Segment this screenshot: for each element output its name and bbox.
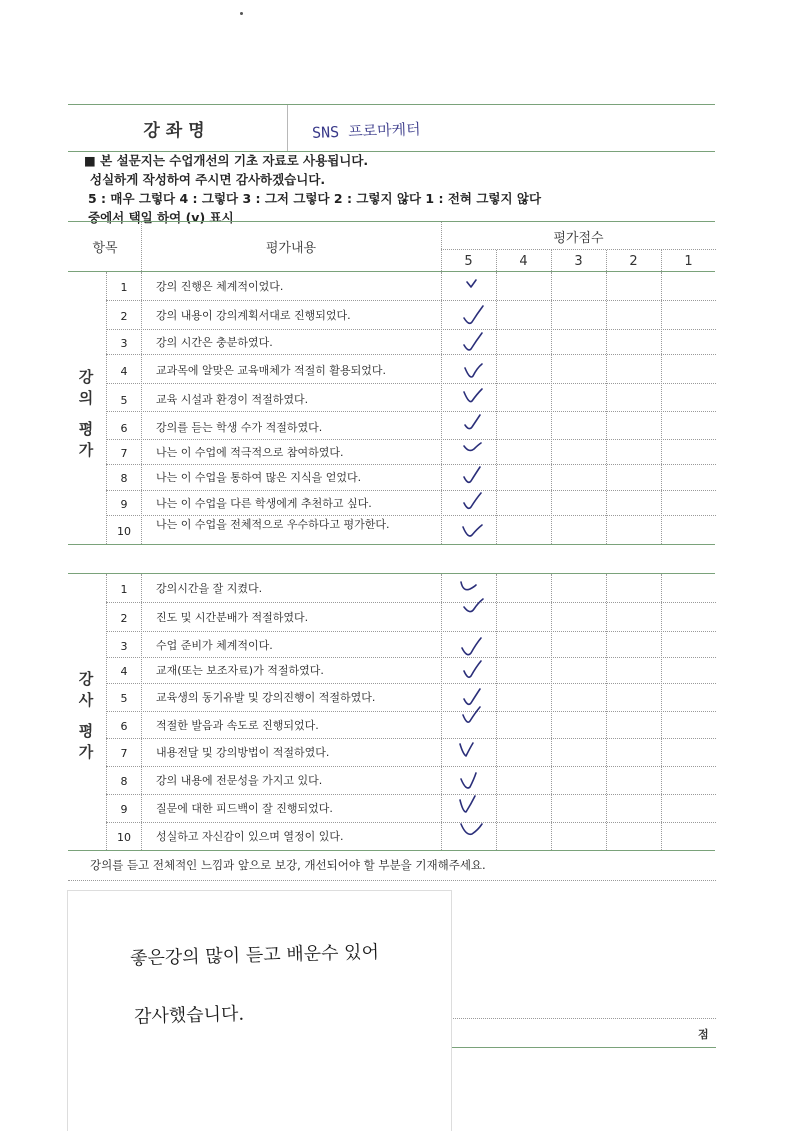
check-mark [458, 465, 486, 487]
s1-row-rule [106, 300, 716, 301]
score-header-4: 4 [519, 254, 528, 269]
section-label-char: 강 [78, 368, 94, 386]
notice-line-3: 5 : 매우 그렇다 4 : 그렇다 3 : 그저 그렇다 2 : 그렇지 않다 1 : 전혀 그렇지 않다 [88, 191, 542, 206]
s1-row-text: 나는 이 수업을 전체적으로 우수하다고 평가한다. [156, 518, 390, 531]
header-bottom-rule [68, 271, 715, 272]
s1-row-text: 교육 시설과 환경이 적절하였다. [156, 393, 309, 406]
s2-row-num: 3 [120, 640, 128, 653]
score-header-1: 1 [684, 254, 693, 269]
s2-row-rule [106, 683, 716, 684]
section-label-gap [72, 409, 100, 419]
s2-row-text: 성실하고 자신감이 있으며 열정이 있다. [156, 830, 344, 843]
s1-row-rule [106, 329, 716, 330]
s2-row-num: 8 [120, 775, 128, 788]
s1-row-text: 나는 이 수업을 다른 학생에게 추천하고 싶다. [156, 497, 372, 510]
s2-vline [606, 574, 607, 850]
check-mark [458, 818, 486, 840]
s1-row-num: 5 [120, 394, 128, 407]
score-total-bottom-rule [450, 1047, 716, 1048]
s1-row-text: 강의를 듣는 학생 수가 적절하였다. [156, 421, 323, 434]
point-unit: 점 [698, 1028, 709, 1041]
s1-row-text: 교과목에 알맞은 교육매체가 적절히 활용되었다. [156, 364, 387, 377]
check-mark [458, 659, 486, 681]
section-label-char: 평 [78, 722, 94, 740]
check-mark [458, 360, 486, 382]
check-mark [458, 636, 486, 658]
section-label-char: 가 [78, 441, 94, 459]
s1-row-num: 10 [117, 525, 131, 538]
handwritten-comment-card [67, 890, 452, 1131]
handwritten-line-1: 좋은강의 많이 듣고 배운수 있어 [129, 941, 380, 970]
s1-bottom-rule [68, 544, 715, 545]
s2-row-text: 질문에 대한 피드백이 잘 진행되었다. [156, 802, 333, 815]
s2-row-num: 4 [120, 665, 128, 678]
s1-row-num: 7 [120, 447, 128, 460]
header-score: 평가점수 [553, 231, 604, 246]
s2-row-rule [106, 794, 716, 795]
handwritten-line-2: 감사했습니다. [133, 1003, 245, 1028]
s2-row-num: 2 [120, 612, 128, 625]
score-header-2: 2 [629, 254, 638, 269]
check-mark [458, 331, 486, 353]
comment-question: 강의를 듣고 전체적인 느낌과 앞으로 보강, 개선되어야 할 부분을 기재해주세요. [90, 858, 486, 872]
s2-row-text: 수업 준비가 체계적이다. [156, 639, 273, 652]
check-mark [458, 794, 486, 816]
s1-row-rule [106, 411, 716, 412]
s2-row-rule [106, 711, 716, 712]
s2-row-rule [106, 631, 716, 632]
s1-row-rule [106, 464, 716, 465]
s1-row-num: 3 [120, 337, 128, 350]
s1-row-rule [106, 515, 716, 516]
s1-row-num: 8 [120, 472, 128, 485]
s2-row-text: 진도 및 시간분배가 적절하였다. [156, 611, 309, 624]
check-mark [458, 304, 486, 326]
section-label-char: 의 [78, 389, 94, 407]
section-label-char: 가 [78, 743, 94, 761]
section-label-char: 사 [78, 691, 94, 709]
s1-row-text: 강의 진행은 체계적이었다. [156, 280, 284, 293]
s1-row-text: 강의 내용이 강의계획서대로 진행되었다. [156, 309, 351, 322]
s2-vline [661, 574, 662, 850]
check-mark [458, 597, 486, 619]
section-label-lecture [72, 367, 100, 461]
s1-row-text: 나는 이 수업을 통하여 많은 지식을 얻었다. [156, 471, 362, 484]
check-mark [458, 491, 486, 513]
survey-notice [84, 151, 704, 227]
s2-vline [496, 574, 497, 850]
notice-line-4: 중에서 택일 하여 (v) 표시 [88, 210, 234, 225]
check-mark [458, 769, 486, 791]
s2-row-num: 5 [120, 692, 128, 705]
check-mark [458, 413, 486, 435]
s1-row-text: 강의 시간은 충분하였다. [156, 336, 273, 349]
check-mark [458, 276, 486, 298]
s1-vline [661, 272, 662, 544]
s2-row-rule [106, 738, 716, 739]
header-vline [661, 250, 662, 271]
notice-line-1: ■ 본 설문지는 수업개선의 기초 자료로 사용됩니다. [84, 153, 369, 168]
check-mark [458, 519, 486, 541]
s2-row-rule [106, 602, 716, 603]
section-label-char: 평 [78, 420, 94, 438]
check-mark [458, 740, 486, 762]
check-mark [458, 440, 486, 462]
scan-speck [240, 12, 243, 15]
s1-vline [496, 272, 497, 544]
s2-row-rule [106, 822, 716, 823]
s2-row-text: 교육생의 동기유발 및 강의진행이 적절하였다. [156, 691, 376, 704]
s1-vline [606, 272, 607, 544]
s2-row-text: 교재(또는 보조자료)가 적절하였다. [156, 664, 324, 677]
s2-row-rule [106, 657, 716, 658]
course-name-value: SNS 프로마케터 [311, 120, 421, 142]
section-label-char: 강 [78, 670, 94, 688]
section-label-gap [72, 711, 100, 721]
header-vline [496, 250, 497, 271]
s1-row-rule [106, 439, 716, 440]
header-item: 항목 [92, 241, 118, 256]
s1-row-num: 4 [120, 365, 128, 378]
s1-vline [441, 272, 442, 544]
s2-row-num: 1 [120, 583, 128, 596]
comment-rule [68, 880, 716, 881]
s1-row-rule [106, 490, 716, 491]
header-content: 평가내용 [265, 241, 317, 256]
header-vline [441, 222, 442, 271]
s2-row-rule [106, 766, 716, 767]
course-divider [287, 105, 288, 151]
s2-row-num: 10 [117, 831, 131, 844]
s1-row-text: 나는 이 수업에 적극적으로 참여하였다. [156, 446, 344, 459]
s2-row-text: 강의시간을 잘 지켰다. [156, 582, 263, 595]
s2-row-num: 6 [120, 720, 128, 733]
s1-row-num: 6 [120, 422, 128, 435]
s1-row-num: 1 [120, 281, 128, 294]
check-mark [458, 386, 486, 408]
s2-row-text: 내용전달 및 강의방법이 적절하였다. [156, 746, 330, 759]
s2-row-text: 적절한 발음과 속도로 진행되었다. [156, 719, 319, 732]
s1-vline [551, 272, 552, 544]
s1-row-num: 9 [120, 498, 128, 511]
score-header-3: 3 [574, 254, 583, 269]
section-label-instructor [72, 669, 100, 763]
s1-row-rule [106, 354, 716, 355]
check-mark [458, 705, 486, 727]
s1-row-num: 2 [120, 310, 128, 323]
course-name-label: 강좌명 [143, 120, 211, 141]
notice-line-2: 성실하게 작성하여 주시면 감사하겠습니다. [90, 172, 326, 187]
table-top-rule [68, 221, 715, 222]
s2-bottom-rule [68, 850, 715, 851]
header-score-rule [441, 249, 716, 250]
s2-vline [551, 574, 552, 850]
s2-row-text: 강의 내용에 전문성을 가지고 있다. [156, 774, 323, 787]
header-vline [141, 222, 142, 271]
score-total-rule [450, 1018, 716, 1019]
score-header-5: 5 [464, 254, 473, 269]
header-vline [551, 250, 552, 271]
header-vline [606, 250, 607, 271]
s2-row-num: 7 [120, 747, 128, 760]
s2-vline [441, 574, 442, 850]
s2-top-rule [68, 573, 715, 574]
s1-row-rule [106, 383, 716, 384]
s2-row-num: 9 [120, 803, 128, 816]
